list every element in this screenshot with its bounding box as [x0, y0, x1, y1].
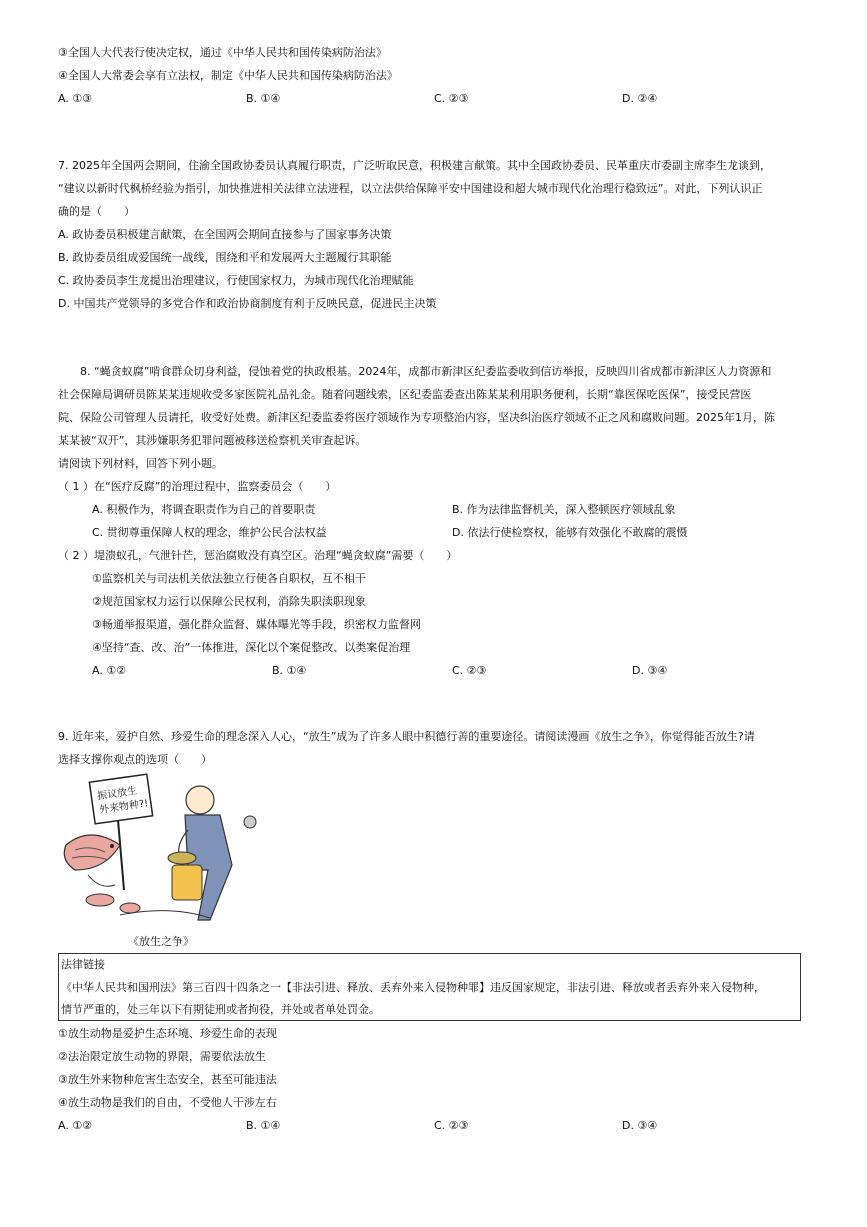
q8-sub2-item-4: ④坚持“查、改、治”一体推进，深化以个案促整改、以类案促治理	[92, 641, 411, 654]
prev-option-a[interactable]: A. ①③	[58, 92, 93, 105]
q8-instruction: 请阅读下列材料，回答下列小题。	[58, 457, 223, 470]
law-link-title: 法律链接	[61, 958, 105, 971]
q9-option-a[interactable]: A. ①②	[58, 1119, 93, 1132]
q7-stem-line1: 7. 2025年全国两会期间，住渝全国政协委员认真履行职责，广泛听取民意，积极建言献策。其中全国政协委员、民革重庆市委副主席李生龙谈到，	[58, 159, 771, 172]
cartoon-caption: 《放生之争》	[128, 935, 194, 948]
prev-option-d[interactable]: D. ②④	[622, 92, 658, 105]
law-text-line1: 《中华人民共和国刑法》第三百四十四条之一【非法引进、释放、丢弃外来入侵物种罪】违反国家规定，非法引进、释放或者丢弃外来入侵物种，	[61, 981, 765, 994]
q9-item-3: ③放生外来物种危害生态安全，甚至可能违法	[58, 1073, 277, 1086]
q8-sub2-option-b[interactable]: B. ①④	[272, 664, 307, 677]
q8-stem-line4: 某某被“双开”，其涉嫌职务犯罪问题被移送检察机关审查起诉。	[58, 434, 367, 447]
sign-text: 振议放生	[96, 785, 138, 803]
q8-stem-line2: 社会保障局调研员陈某某违规收受多家医院礼品礼金。随着问题线索，区纪委监委查出陈某某利用职务便利，长期“靠医保吃医保”，接受民营医	[58, 388, 752, 401]
q8-sub1-option-a[interactable]: A. 积极作为，将调查职责作为自己的首要职责	[92, 503, 316, 516]
q9-item-1: ①放生动物是爱护生态环境、珍爱生命的表现	[58, 1027, 277, 1040]
q7-stem-line3: 确的是（ ）	[58, 205, 135, 218]
q7-option-d[interactable]: D. 中国共产党领导的多党合作和政治协商制度有利于反映民意，促进民主决策	[58, 297, 437, 310]
prev-option-c[interactable]: C. ②③	[434, 92, 469, 105]
svg-text:外来物种?!: 外来物种?!	[98, 798, 150, 817]
q9-stem-line1: 9. 近年来，爱护自然、珍爱生命的理念深入人心，“放生”成为了许多人眼中积德行善的重要途径。请阅读漫画《放生之争》，你觉得能否放生?请	[58, 730, 755, 743]
q7-option-c[interactable]: C. 政协委员李生龙提出治理建议，行使国家权力，为城市现代化治理赋能	[58, 274, 414, 287]
q8-stem-line3: 院、保险公司管理人员请托，收受好处费。新津区纪委监委将医疗领域作为专项整治内容，坚决纠治医疗领域不正之风和腐败问题。2025年1月，陈	[58, 411, 775, 424]
q9-option-d[interactable]: D. ③④	[622, 1119, 658, 1132]
sign-board	[89, 774, 152, 890]
prev-option-b[interactable]: B. ①④	[246, 92, 281, 105]
q7-option-b[interactable]: B. 政协委员组成爱国统一战线，围绕和平和发展两大主题履行其职能	[58, 251, 392, 264]
q8-sub1-option-d[interactable]: D. 依法行使检察权，能够有效强化不敢腐的震慑	[452, 526, 688, 539]
q9-option-c[interactable]: C. ②③	[434, 1119, 469, 1132]
q8-sub2-item-2: ②规范国家权力运行以保障公民权利，消除失职渎职现象	[92, 595, 366, 608]
q8-sub1-option-b[interactable]: B. 作为法律监督机关，深入整顿医疗领域乱象	[452, 503, 676, 516]
q7-stem-line2: “建议以新时代枫桥经验为指引，加快推进相关法律立法进程，以立法供给保障平安中国建设和超大城市现代化治理行稳致远”。对此，下列认识正	[58, 182, 763, 195]
q8-stem-line1: 8. “蝇贪蚁腐”啃食群众切身利益，侵蚀着党的执政根基。2024年，成都市新津区纪委监委收到信访举报，反映四川省成都市新津区人力资源和	[80, 365, 772, 378]
q8-sub2-option-d[interactable]: D. ③④	[632, 664, 668, 677]
q8-sub1-option-c[interactable]: C. 贯彻尊重保障人权的理念，维护公民合法权益	[92, 526, 327, 539]
q7-option-a[interactable]: A. 政协委员积极建言献策，在全国两会期间直接参与了国家事务决策	[58, 228, 392, 241]
q9-item-4: ④放生动物是我们的自由，不受他人干涉左右	[58, 1096, 277, 1109]
law-text-line2: 情节严重的，处三年以下有期徒刑或者拘役，并处或者单处罚金。	[61, 1003, 380, 1016]
prev-item-3: ③全国人大代表行使决定权，通过《中华人民共和国传染病防治法》	[58, 46, 387, 59]
q8-sub2-item-3: ③畅通举报渠道，强化群众监督、媒体曝光等手段，织密权力监督网	[92, 618, 421, 631]
q9-option-b[interactable]: B. ①④	[246, 1119, 281, 1132]
q8-sub1-stem: （ 1 ）在“医疗反腐”的治理过程中，监察委员会（ ）	[58, 480, 337, 493]
prev-item-4: ④全国人大常委会享有立法权，制定《中华人民共和国传染病防治法》	[58, 69, 398, 82]
fish-drawing	[64, 835, 140, 913]
q8-sub2-option-a[interactable]: A. ①②	[92, 664, 127, 677]
q9-item-2: ②法治限定放生动物的界限，需要依法放生	[58, 1050, 266, 1063]
q8-sub2-item-1: ①监察机关与司法机关依法独立行使各自职权，互不相干	[92, 572, 366, 585]
q9-stem-line2: 选择支撑你观点的选项（ ）	[58, 753, 212, 766]
cartoon-illustration	[60, 770, 265, 930]
q8-sub2-stem: （ 2 ）堤溃蚁孔，气泄针芒，惩治腐败没有真空区。治理“蝇贪蚁腐”需要（ ）	[58, 549, 458, 562]
q8-sub2-option-c[interactable]: C. ②③	[452, 664, 487, 677]
